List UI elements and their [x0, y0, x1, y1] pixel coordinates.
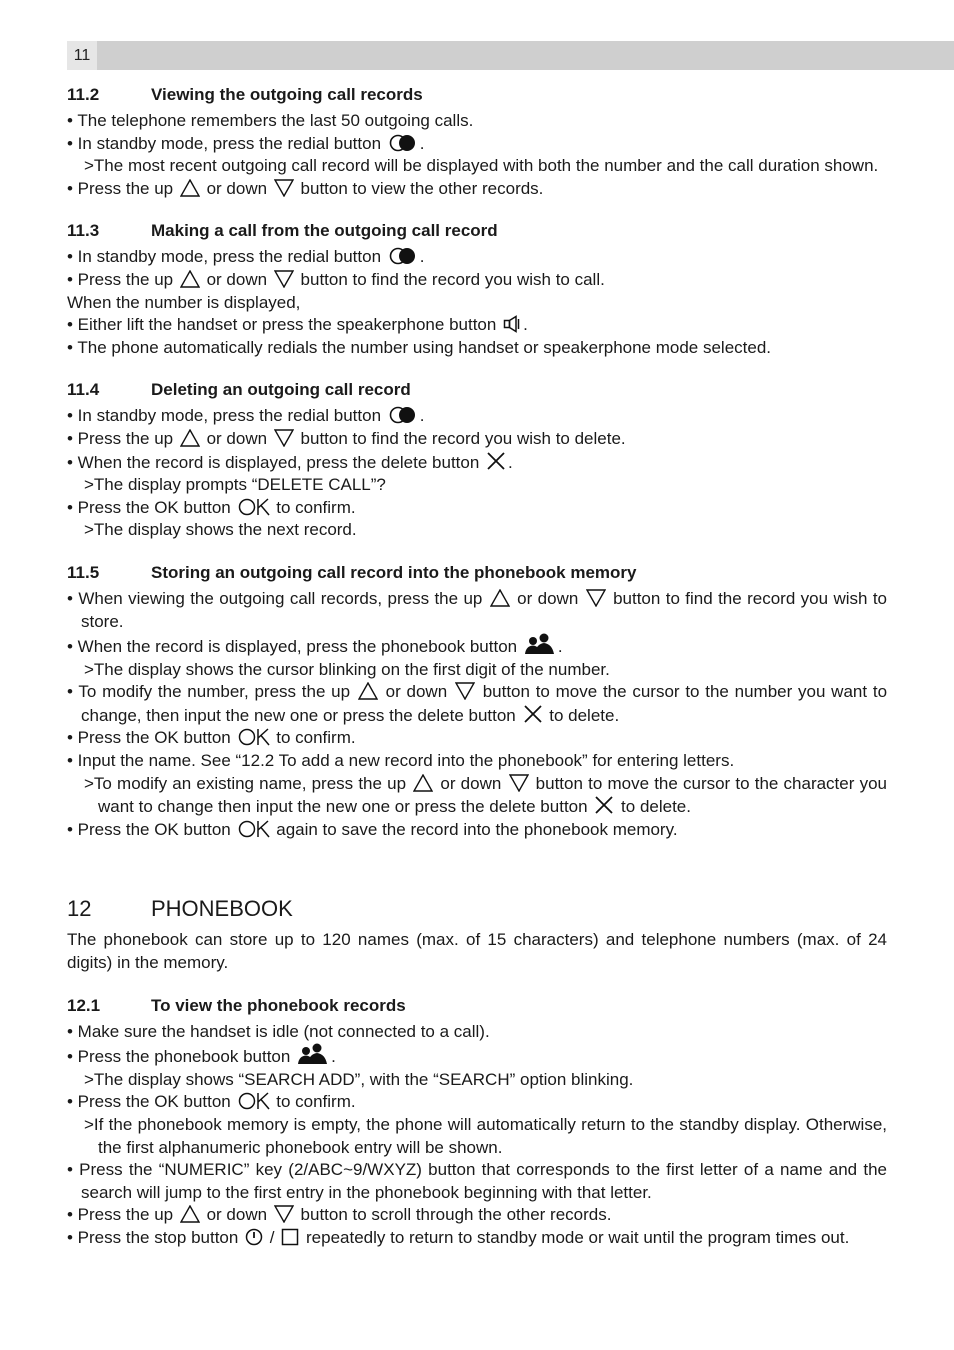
- bullet-item: • Press the up or down button to find the record you wish to call.: [67, 269, 605, 289]
- down-arrow-icon: [586, 589, 606, 607]
- section-number: 11.5: [67, 562, 100, 582]
- section-12-1: [67, 995, 887, 1250]
- speaker-icon: [503, 315, 521, 333]
- section-12: [67, 895, 887, 974]
- bullet-item: • Press the phonebook button .: [67, 1043, 887, 1069]
- bullet-item: • To modify the number, press the up or down button to move the cursor to the number you want to change, then input the new one or press the delete button to delete.: [67, 682, 888, 725]
- bullet-item: • When the record is displayed, press the phonebook button .: [67, 633, 887, 659]
- section-title: Storing an outgoing call record into the phonebook memory: [151, 562, 637, 582]
- bullet-item: • Make sure the handset is idle (not connected to a call).: [67, 1021, 490, 1041]
- ok-icon: [238, 498, 270, 516]
- section-number: 12.1: [67, 995, 101, 1015]
- sub-item: >The most recent outgoing call record will be displayed with both the number and the call duration shown.: [84, 156, 879, 176]
- up-arrow-icon: [180, 270, 200, 288]
- sub-item: >If the phonebook memory is empty, the phone will automatically return to the standby display. Otherwise, the first alphanumeric phonebook entry will be shown.: [84, 1115, 887, 1157]
- redial-icon: [388, 406, 418, 424]
- paragraph: The phonebook can store up to 120 names (max. of 15 characters) and telephone numbers (max. of 24 digits) in the memory.: [67, 930, 887, 973]
- sub-item: >The display shows the cursor blinking on the first digit of the number.: [84, 659, 610, 679]
- bullet-item: • Press the up or down button to scroll through the other records.: [67, 1205, 612, 1225]
- phonebook-icon: [524, 633, 556, 655]
- ok-icon: [238, 820, 270, 838]
- up-arrow-icon: [180, 179, 200, 197]
- section-11-3: [67, 220, 887, 359]
- chapter-heading: [67, 895, 887, 923]
- power-icon: [245, 1228, 263, 1246]
- bullet-item: • Press the up or down button to find the record you wish to delete.: [67, 428, 626, 448]
- section-heading: [67, 84, 887, 106]
- ok-icon: [238, 1092, 270, 1110]
- bullet-item: • Press the OK button again to save the record into the phonebook memory.: [67, 819, 678, 839]
- bullet-item: • Press the stop button / repeatedly to return to standby mode or wait until the program times out.: [67, 1227, 850, 1247]
- bullet-item: • The phone automatically redials the number using handset or speakerphone mode selected.: [67, 337, 772, 357]
- down-arrow-icon: [274, 179, 294, 197]
- page-content: [67, 84, 887, 1250]
- section-title: Making a call from the outgoing call record: [151, 221, 498, 241]
- chapter-title: PHONEBOOK: [151, 896, 293, 922]
- down-arrow-icon: [455, 682, 475, 700]
- section-11-5: [67, 562, 887, 842]
- section-number: 11.4: [67, 380, 100, 400]
- sub-item: >The display shows “SEARCH ADD”, with the “SEARCH” option blinking.: [84, 1069, 634, 1089]
- bullet-item: • In standby mode, press the redial button .: [67, 406, 425, 426]
- section-number: 11.2: [67, 85, 100, 104]
- header-bar: [67, 41, 954, 70]
- bullet-item: • When the record is displayed, press the delete button .: [67, 452, 513, 472]
- down-arrow-icon: [274, 1205, 294, 1223]
- stop-icon: [281, 1228, 299, 1246]
- delete-icon: [523, 704, 543, 724]
- down-arrow-icon: [509, 774, 529, 792]
- section-11-4: [67, 379, 887, 542]
- section-title: To view the phonebook records: [151, 995, 406, 1015]
- section-heading: [67, 220, 887, 242]
- up-arrow-icon: [358, 682, 378, 700]
- up-arrow-icon: [490, 589, 510, 607]
- chapter-number: 12: [67, 896, 92, 922]
- delete-icon: [594, 795, 614, 815]
- bullet-item: • In standby mode, press the redial button .: [67, 133, 425, 153]
- paragraph: When the number is displayed,: [67, 292, 301, 312]
- section-11-2: [67, 84, 887, 200]
- bullet-item: • The telephone remembers the last 50 outgoing calls.: [67, 111, 474, 130]
- delete-icon: [486, 451, 506, 471]
- bullet-item: • Press the OK button to confirm.: [67, 497, 356, 517]
- down-arrow-icon: [274, 429, 294, 447]
- up-arrow-icon: [180, 1205, 200, 1223]
- section-heading: [67, 562, 887, 584]
- section-number: 11.3: [67, 221, 100, 241]
- section-heading: [67, 995, 887, 1017]
- bullet-item: • Press the up or down button to view the other records.: [67, 178, 544, 198]
- bullet-item: • Press the OK button to confirm.: [67, 728, 356, 748]
- ok-icon: [238, 728, 270, 746]
- bullet-item: • Press the “NUMERIC” key (2/ABC~9/WXYZ) button that corresponds to the first letter of a name and the search will jump to the first entry in the phonebook beginning with that letter.: [67, 1160, 887, 1202]
- down-arrow-icon: [274, 270, 294, 288]
- sub-item: >To modify an existing name, press the up or down button to move the cursor to the character you want to change then input the new one or press the delete button to delete.: [84, 773, 887, 817]
- sub-item: >The display shows the next record.: [84, 520, 357, 540]
- sub-item: >The display prompts “DELETE CALL”?: [84, 475, 386, 495]
- up-arrow-icon: [413, 774, 433, 792]
- bullet-item: • Input the name. See “12.2 To add a new record into the phonebook” for entering letters.: [67, 751, 735, 771]
- up-arrow-icon: [180, 429, 200, 447]
- bullet-item: • Either lift the handset or press the speakerphone button .: [67, 315, 528, 335]
- section-title: Viewing the outgoing call records: [151, 85, 423, 104]
- redial-icon: [388, 134, 418, 152]
- bullet-item: • In standby mode, press the redial button .: [67, 247, 425, 267]
- phonebook-icon: [297, 1043, 329, 1065]
- section-title: Deleting an outgoing call record: [151, 380, 411, 400]
- section-heading: [67, 379, 887, 401]
- bullet-item: • Press the OK button to confirm.: [67, 1092, 356, 1112]
- page-number: 11: [67, 41, 97, 70]
- bullet-item: • When viewing the outgoing call records, press the up or down button to find the record you wish to store.: [67, 588, 888, 631]
- redial-icon: [388, 247, 418, 265]
